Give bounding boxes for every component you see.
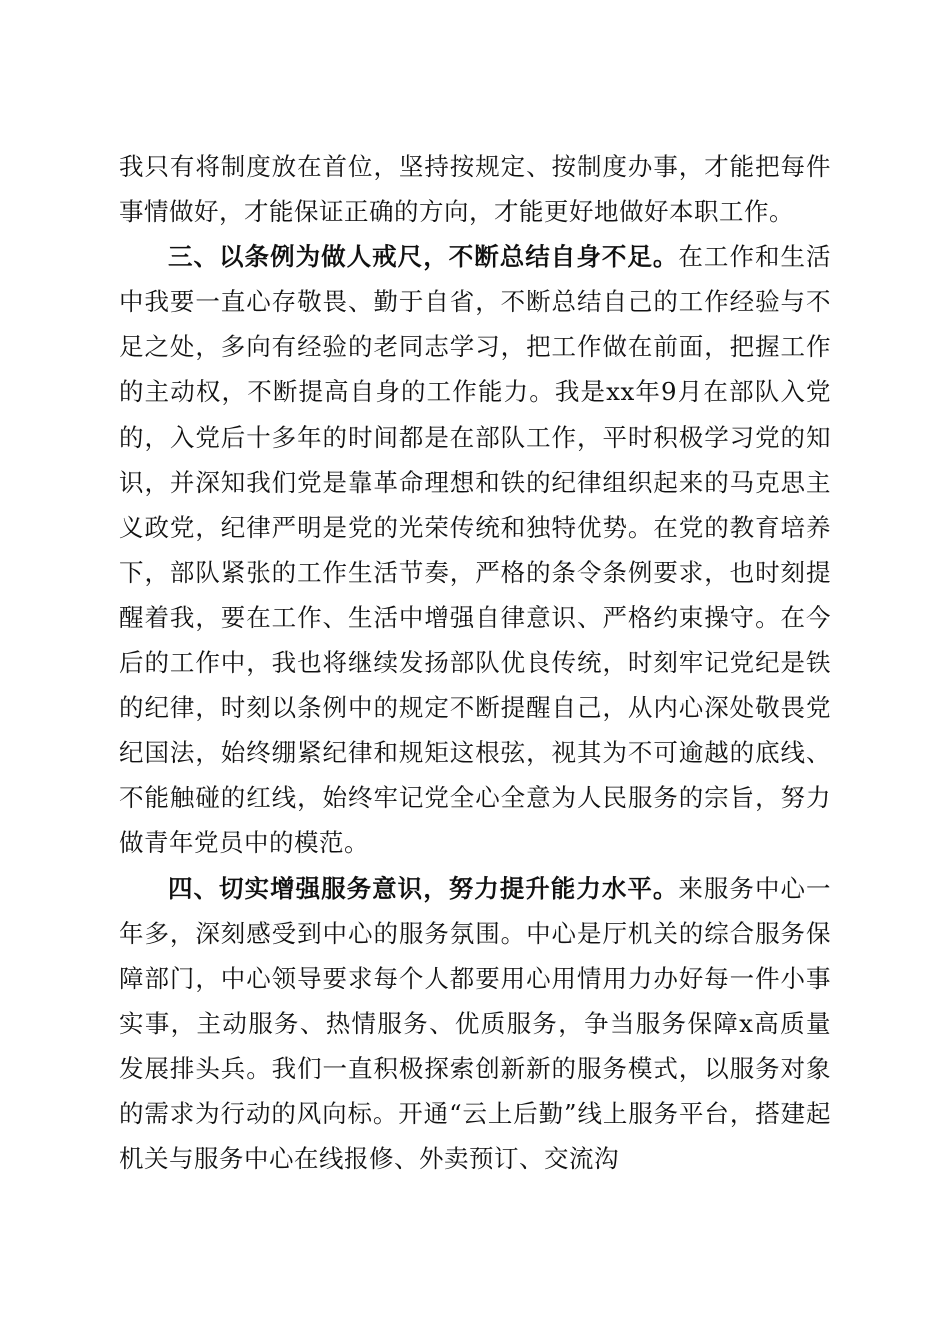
document-body	[119, 144, 831, 1181]
paragraph-1-body: 我只有将制度放在首位，坚持按规定、按制度办事，才能把每件事情做好，才能保证正确的方向，才能更好地做好本职工作。	[119, 152, 831, 227]
paragraph-2-heading: 三、以条例为做人戒尺，不断总结自身不足。	[168, 242, 679, 272]
paragraph-3-body: 来服务中心一年多，深刻感受到中心的服务氛围。中心是厅机关的综合服务保障部门，中心领导要求每个人都要用心用情用力办好每一件小事实事，主动服务、热情服务、优质服务，争当服务保障x高质量发展排头兵。我们一直积极探索创新新的服务模式，以服务对象的需求为行动的风向标。开通“云上后勤”线上服务平台，搭建起机关与服务中心在线报修、外卖预订、交流沟	[119, 873, 832, 1174]
paragraph-3	[119, 866, 831, 1182]
paragraph-1	[119, 144, 831, 234]
paragraph-3-heading: 四、切实增强服务意识，努力提升能力水平。	[168, 873, 679, 903]
paragraph-2-body: 在工作和生活中我要一直心存敬畏、勤于自省，不断总结自己的工作经验与不足之处，多向有经验的老同志学习，把工作做在前面，把握工作的主动权，不断提高自身的工作能力。我是xx年9月在部队入党的，入党后十多年的时间都是在部队工作，平时积极学习党的知识，并深知我们党是靠革命理想和铁的纪律组织起来的马克思主义政党，纪律严明是党的光荣传统和独特优势。在党的教育培养下，部队紧张的工作生活节奏，严格的条令条例要求，也时刻提醒着我，要在工作、生活中增强自律意识、严格约束操守。在今后的工作中，我也将继续发扬部队优良传统，时刻牢记党纪是铁的纪律，时刻以条例中的规定不断提醒自己，从内心深处敬畏党纪国法，始终绷紧纪律和规矩这根弦，视其为不可逾越的底线、不能触碰的红线，始终牢记党全心全意为人民服务的宗旨，努力做青年党员中的模范。	[119, 242, 832, 858]
paragraph-2	[119, 234, 831, 865]
